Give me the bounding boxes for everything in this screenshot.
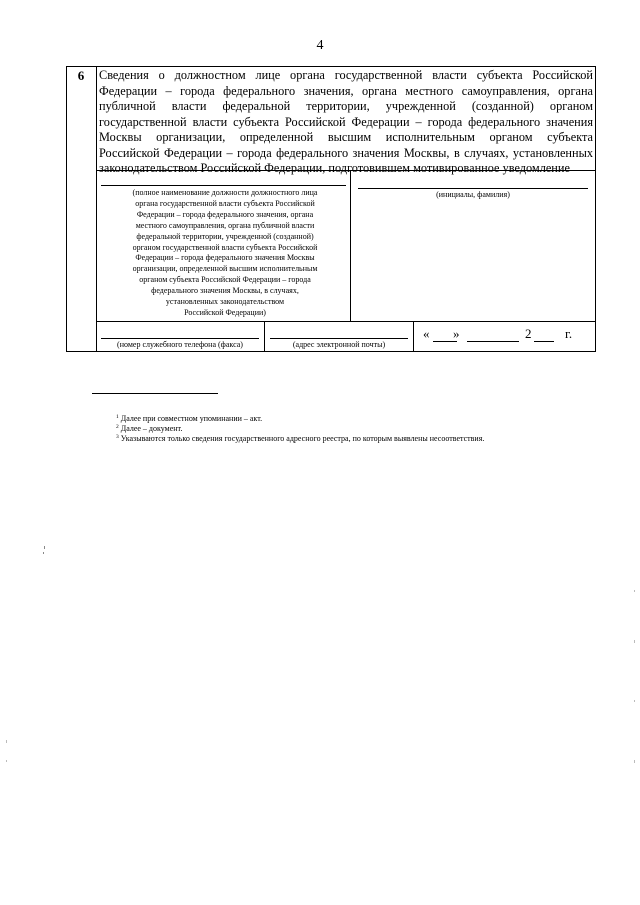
heading-line: Российской Федерации – города федерального значения Москвы, в случаях, установленных [99,145,593,160]
date-year-suffix: г. [565,326,573,341]
date-field [413,326,595,342]
scan-speck [43,552,44,554]
position-caption: (полное наименование должности должностного лица органа государственной власти субъекта Российской Федерации – города федерального значения, органа местного самоуправления, органа публичной власти федеральной территории, учрежденной (созданной) органом государственной власти субъекта Российской Федерации – города федерального значения Москвы организации, определенной высшим исполнительным органом субъекта Российской Федерации – города федерального значения Москвы, в случаях, установленных законодательством Российской Федерации) [132,188,318,317]
scan-edge-mark [634,700,635,702]
footnote-mark: 3 [116,434,119,440]
phone-caption: (номер служебного телефона (факса) [117,340,243,349]
date-month-line [467,341,519,342]
footnote-text: Далее – документ. [120,424,183,433]
heading-line: Москвы организации, определенной высшим исполнительным органом субъекта [99,130,593,144]
scan-edge-mark [634,640,635,643]
initials-caption: (инициалы, фамилия) [436,190,510,199]
scan-edge-mark [634,760,635,763]
email-fill-line [270,338,408,339]
table-border-left [66,66,67,352]
row-number: 6 [77,68,85,83]
initials-fill-line [358,188,588,189]
heading-line: публичной власти федеральной территории, учрежденной (созданной) органом [99,99,593,113]
number-column-divider [96,66,97,352]
footnote-mark: 2 [116,424,119,430]
table-border-bottom [66,351,596,352]
date-year-prefix: 2 [525,326,532,341]
table-border-top [66,66,596,67]
row-heading [99,68,593,177]
footnote-text: Указываются только сведения государственного адресного реестра, по которым выявлены несоответствия. [120,434,485,443]
heading-line: государственной власти субъекта Российской Федерации – города федерального значения [99,114,593,129]
heading-line: Сведения о должностном лице органа государственной власти субъекта Российской [99,68,593,82]
footnote-separator [92,393,218,394]
contacts-divider [96,321,596,322]
footnote-mark: 1 [116,414,119,420]
position-fill-line [101,185,346,186]
table-border-right [595,66,596,352]
heading-line: законодательством Российской Федерации, подготовившем мотивированное уведомление [99,161,570,175]
email-caption: (адрес электронной почты) [292,340,386,349]
date-open-quote: « [423,326,430,341]
signature-column-divider [350,170,351,322]
scan-edge-mark [6,740,7,743]
scan-speck [44,546,45,549]
phone-column-divider [264,321,265,352]
footnote-text: Далее при совместном упоминании – акт. [120,414,263,423]
footnote [116,432,484,444]
heading-line: Федерации – города федерального значения, органа местного самоуправления, органа [99,83,593,98]
page-number: 4 [316,38,324,53]
phone-fill-line [101,338,259,339]
scan-edge-mark [6,760,7,762]
date-close-quote: » [453,326,460,341]
date-year-line [534,341,554,342]
scan-edge-mark [634,590,635,592]
